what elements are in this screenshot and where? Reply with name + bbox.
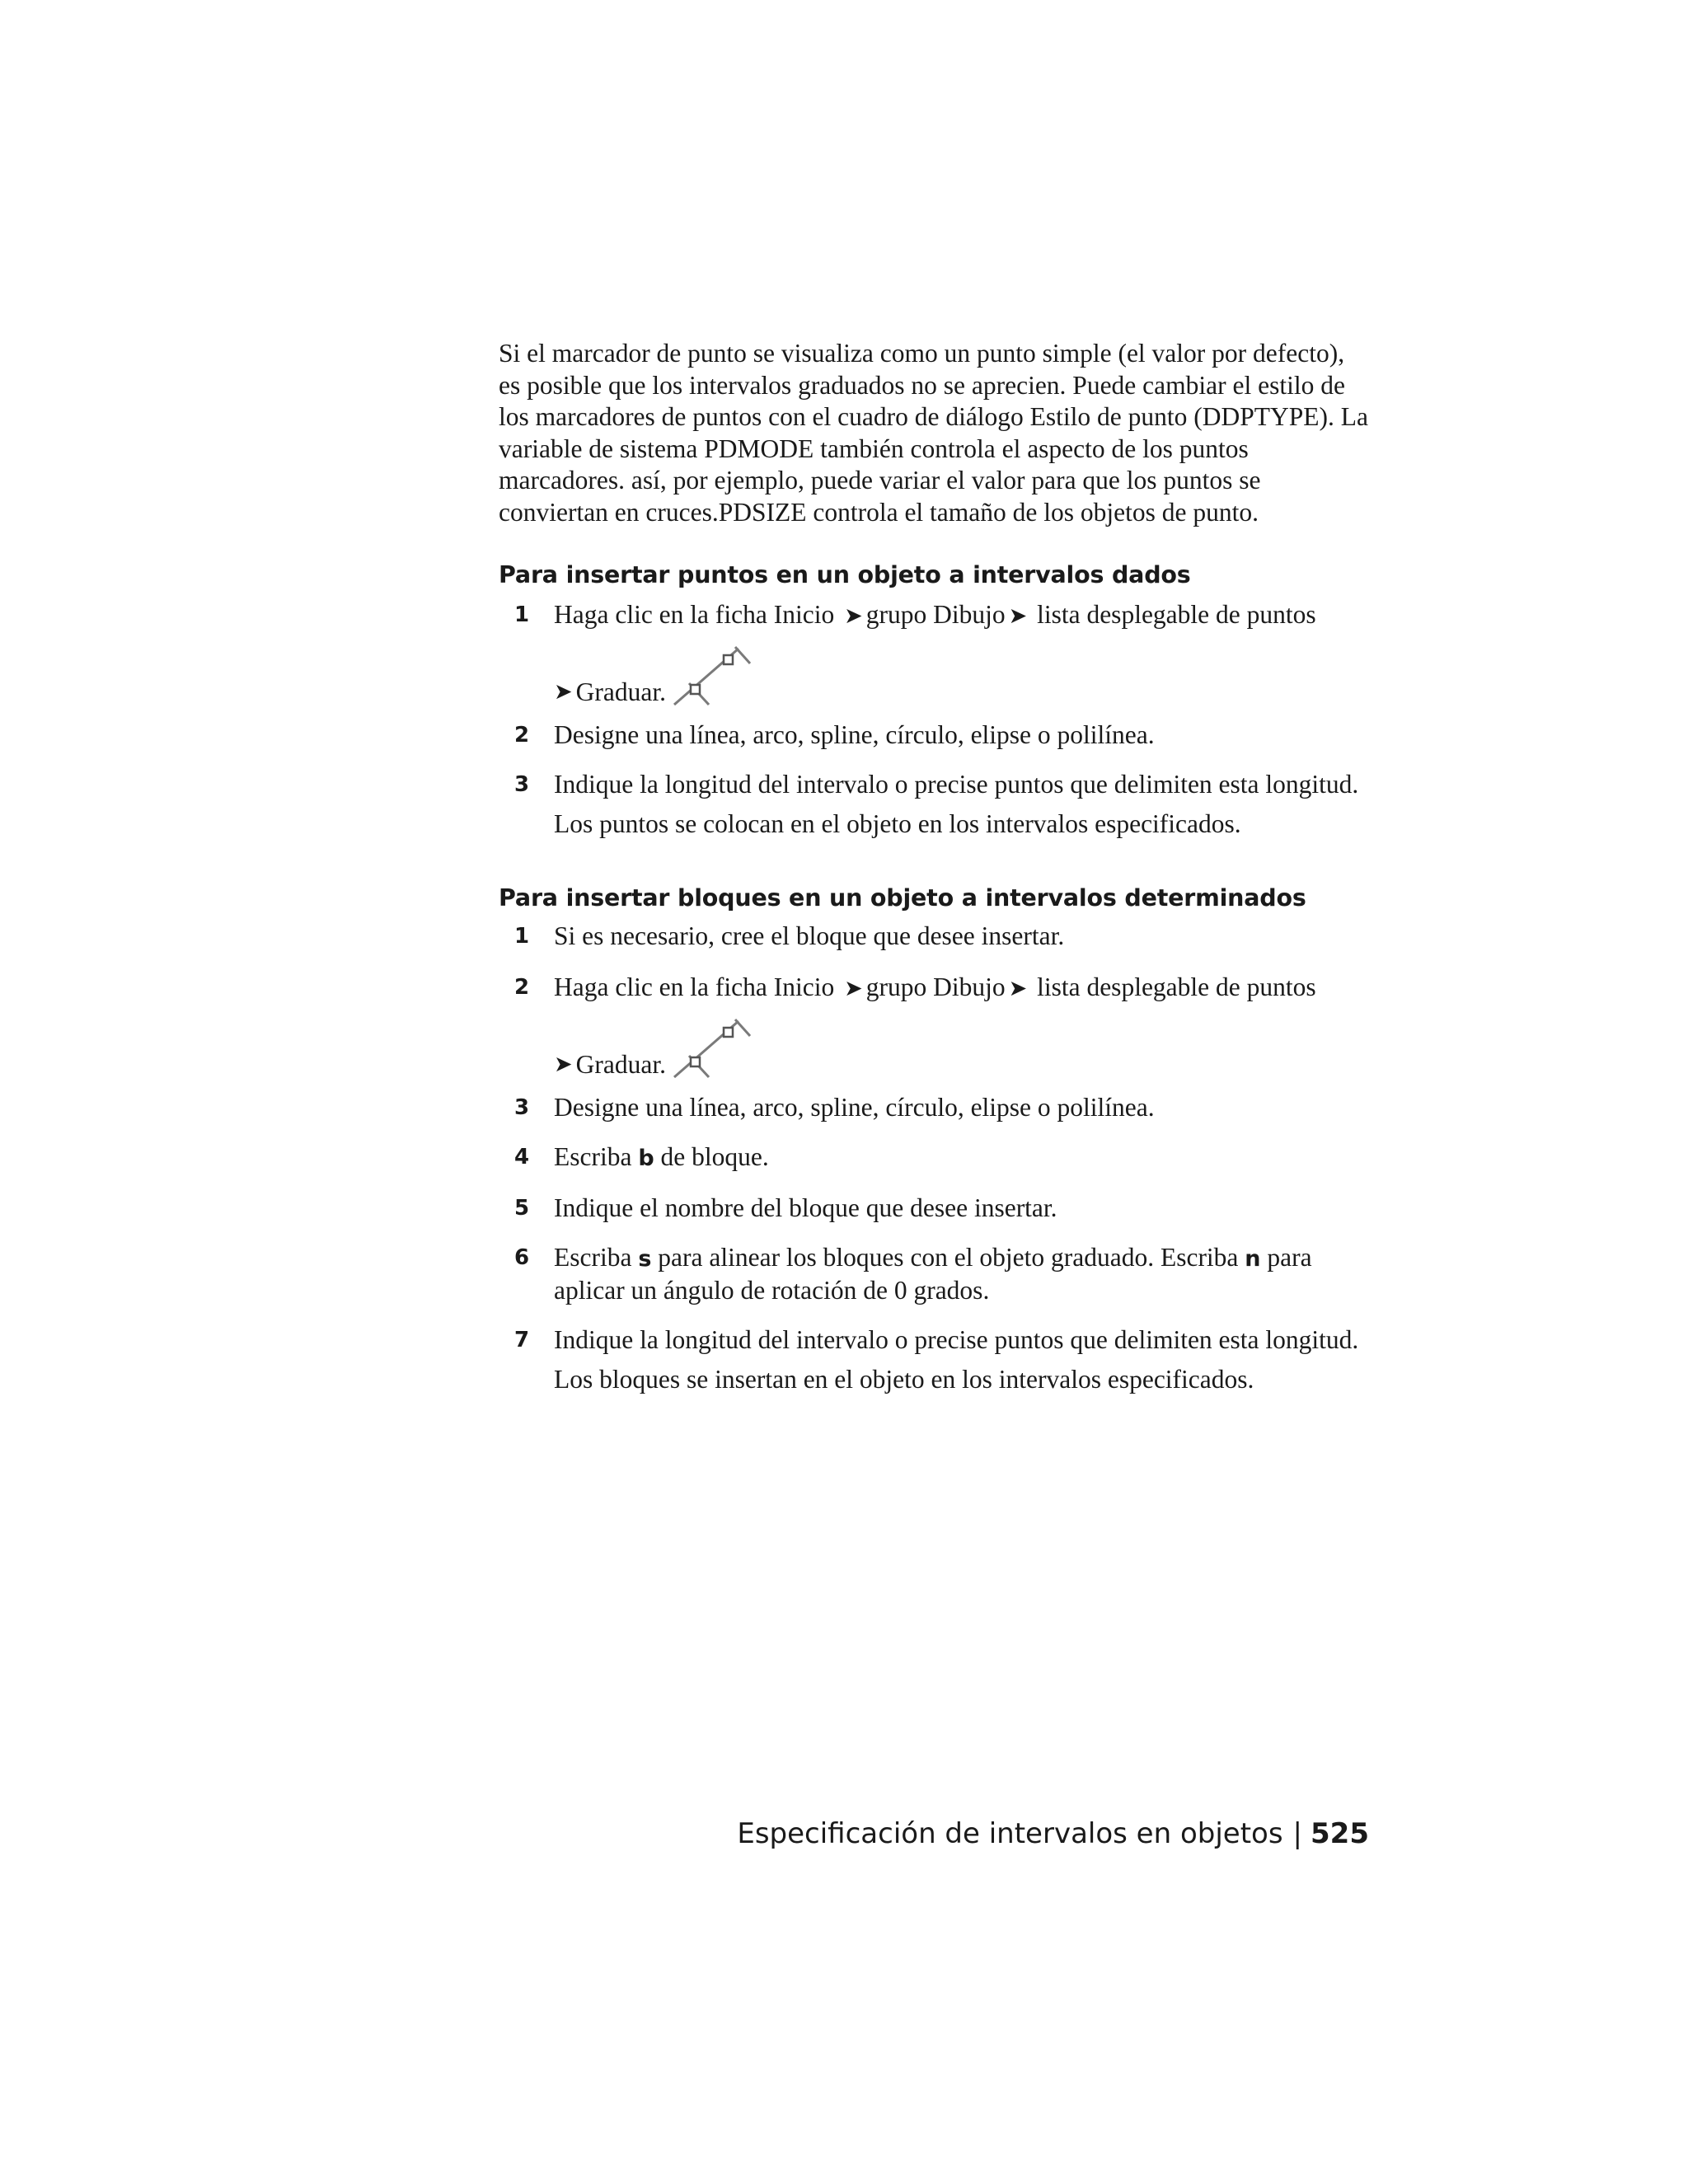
section2-step-2 bbox=[499, 972, 1372, 1080]
page-footer bbox=[737, 1816, 1369, 1852]
step-text: Indique el nombre del bloque que desee insertar. bbox=[554, 1193, 1057, 1222]
section1-step-3 bbox=[499, 769, 1372, 840]
measure-tool-icon bbox=[671, 640, 753, 711]
section2-heading: Para insertar bloques en un objeto a intervalos determinados bbox=[499, 884, 1306, 912]
step-text-measure: Graduar. bbox=[575, 1050, 666, 1079]
step-text-group: grupo Dibujo bbox=[865, 972, 1006, 1001]
step-line-2 bbox=[554, 640, 1372, 708]
section2-step-1 bbox=[499, 921, 1372, 952]
section1-heading: Para insertar puntos en un objeto a intervalos dados bbox=[499, 561, 1191, 588]
command-key: n bbox=[1245, 1246, 1261, 1272]
step-number: 7 bbox=[514, 1328, 530, 1352]
step-number: 1 bbox=[514, 924, 530, 949]
step-line-2 bbox=[554, 1013, 1372, 1080]
step-number: 5 bbox=[514, 1196, 530, 1221]
section1-step-1 bbox=[499, 599, 1372, 708]
step-text-middle: para alinear los bloques con el objeto graduado. Escriba bbox=[658, 1243, 1239, 1272]
step-number: 1 bbox=[514, 602, 530, 627]
step-number: 4 bbox=[514, 1145, 530, 1169]
step-number: 6 bbox=[514, 1245, 530, 1270]
step-text-measure: Graduar. bbox=[575, 677, 666, 706]
step-text: Si es necesario, cree el bloque que desee insertar. bbox=[554, 921, 1065, 950]
step-text: Designe una línea, arco, spline, círculo, elipse o polilínea. bbox=[554, 1093, 1155, 1122]
step-text-dropdown: lista desplegable de puntos bbox=[1037, 600, 1316, 629]
step-number: 3 bbox=[514, 1095, 530, 1120]
step-text: Designe una línea, arco, spline, círculo, elipse o polilínea. bbox=[554, 720, 1155, 749]
step-line-1 bbox=[554, 972, 1372, 1005]
step-text: Indique la longitud del intervalo o precise puntos que delimiten esta longitud. bbox=[554, 770, 1359, 799]
step-line-1 bbox=[554, 599, 1372, 632]
arrow-right-icon: ➤ bbox=[844, 976, 863, 1001]
footer-separator: | bbox=[1292, 1817, 1303, 1850]
arrow-right-icon: ➤ bbox=[554, 679, 573, 705]
page-number: 525 bbox=[1311, 1817, 1369, 1850]
command-key: s bbox=[638, 1246, 652, 1272]
step-text-dropdown: lista desplegable de puntos bbox=[1037, 972, 1316, 1001]
measure-tool-icon bbox=[671, 1013, 753, 1084]
arrow-right-icon: ➤ bbox=[554, 1052, 573, 1077]
section2-step-5 bbox=[499, 1193, 1372, 1224]
step-text-after: de bloque. bbox=[660, 1142, 769, 1171]
arrow-right-icon: ➤ bbox=[844, 603, 863, 629]
step-number: 3 bbox=[514, 772, 530, 797]
step-text-after: para aplicar un ángulo de rotación de 0 grados. bbox=[554, 1243, 1312, 1305]
command-key: b bbox=[638, 1146, 654, 1171]
step-text: Indique la longitud del intervalo o precise puntos que delimiten esta longitud. bbox=[554, 1325, 1359, 1354]
step-result: Los puntos se colocan en el objeto en los intervalos especificados. bbox=[554, 809, 1241, 838]
step-text-before: Escriba bbox=[554, 1142, 632, 1171]
section1-steps bbox=[499, 599, 1372, 840]
step-result: Los bloques se insertan en el objeto en los intervalos especificados. bbox=[554, 1365, 1254, 1394]
intro-paragraph: Si el marcador de punto se visualiza como un punto simple (el valor por defecto), es posible que los intervalos graduados no se aprecien. Puede cambiar el estilo de los marcadores de puntos con el cuadro de diálogo Estilo de punto (DDPTYPE). La variable de sistema PDMODE también controla el aspecto de los puntos marcadores. así, por ejemplo, puede variar el valor para que los puntos se conviertan en cruces.PDSIZE controla el tamaño de los objetos de punto. bbox=[499, 339, 1369, 527]
section2-step-6 bbox=[499, 1242, 1372, 1306]
arrow-right-icon: ➤ bbox=[1008, 976, 1028, 1001]
step-number: 2 bbox=[514, 975, 530, 1000]
arrow-right-icon: ➤ bbox=[1008, 603, 1028, 629]
section2-step-7 bbox=[499, 1324, 1372, 1395]
section2-step-3 bbox=[499, 1092, 1372, 1123]
step-text-before: Escriba bbox=[554, 1243, 632, 1272]
step-number: 2 bbox=[514, 723, 530, 748]
section2-step-4 bbox=[499, 1141, 1372, 1174]
section1-step-2 bbox=[499, 719, 1372, 751]
page-content bbox=[499, 338, 1372, 1395]
step-text-group: grupo Dibujo bbox=[865, 600, 1006, 629]
footer-title: Especificación de intervalos en objetos bbox=[737, 1817, 1283, 1850]
step-text-tab: Haga clic en la ficha Inicio bbox=[554, 600, 835, 629]
section2-steps bbox=[499, 921, 1372, 1395]
step-text-tab: Haga clic en la ficha Inicio bbox=[554, 972, 835, 1001]
